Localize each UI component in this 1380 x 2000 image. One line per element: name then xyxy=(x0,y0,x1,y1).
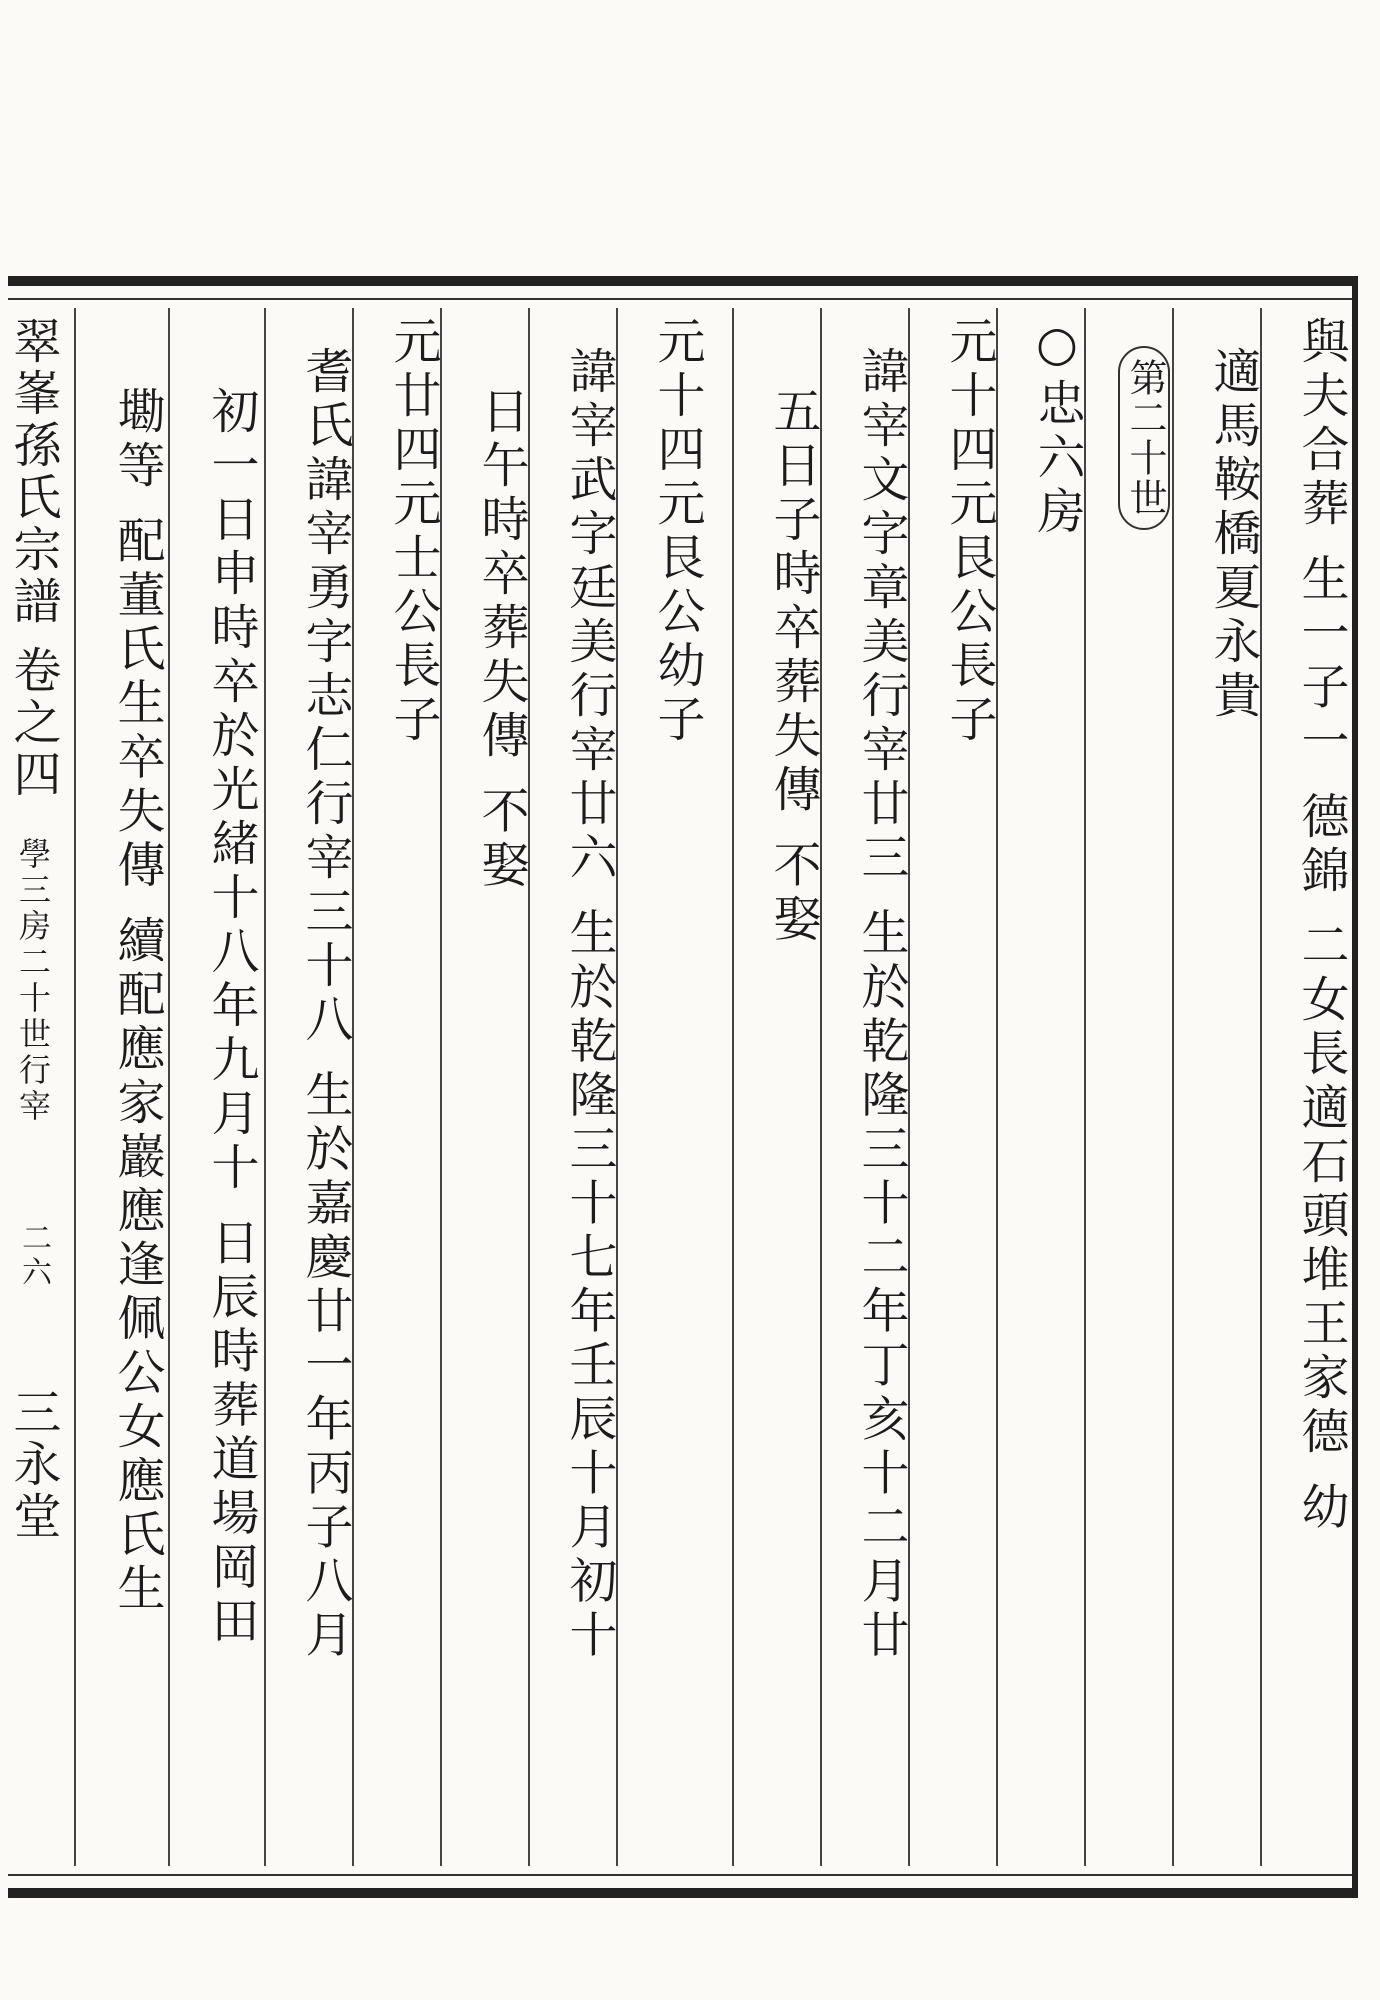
text-column: 日午時卒葬失傳 不娶 xyxy=(473,386,529,894)
text-column: 元十四元艮公長子 xyxy=(941,316,997,748)
hall-name: 三永堂 xyxy=(5,1386,61,1543)
generation-label: 第二十世 xyxy=(1118,346,1170,530)
book-title: 翠峯孫氏宗譜 xyxy=(5,316,61,628)
generation-column xyxy=(1090,346,1170,1858)
text-column: 元廿四元士公長子 xyxy=(385,316,441,748)
column-rule xyxy=(168,308,170,1866)
text-column: 墈等 配董氏生卒失傳 續配應家巖應逢佩公女應氏生 xyxy=(109,386,165,1617)
text-column: 元十四元艮公幼子 xyxy=(649,316,705,748)
column-rule xyxy=(732,308,734,1866)
text-column: 與夫合葬 生一子一 德錦 二女長適石頭堆王家德 幼 xyxy=(1293,316,1349,1536)
text-column: ○忠六房 xyxy=(1029,316,1085,540)
text-column: 耆氏諱宰勇字志仁行宰三十八 生於嘉慶廿一年丙子八月 xyxy=(297,346,353,1664)
column-rule xyxy=(1084,308,1086,1866)
center-strip xyxy=(5,316,68,1858)
column-rule xyxy=(1172,308,1174,1866)
frame-inner-top xyxy=(8,298,1352,300)
section-label: 學三房二十世行宰 xyxy=(14,837,52,1126)
column-rule xyxy=(264,308,266,1866)
volume-label: 卷之四 xyxy=(5,644,61,801)
text-column: 五日子時卒葬失傳 不娶 xyxy=(765,386,821,948)
frame-inner-bottom xyxy=(8,1874,1352,1876)
page-frame xyxy=(5,276,1358,1898)
text-column: 諱宰武字廷美行宰廿六 生於乾隆三十七年壬辰十月初十 xyxy=(561,346,617,1664)
page-number: 二六 xyxy=(16,1222,51,1291)
column-rule xyxy=(74,308,76,1866)
text-column: 適馬鞍橋夏永貴 xyxy=(1205,346,1261,724)
text-column: 初一日申時卒於光緒十八年九月十 日辰時葬道場岡田 xyxy=(203,386,259,1650)
text-column: 諱宰文字章美行宰廿三 生於乾隆三十二年丁亥十二月廿 xyxy=(853,346,909,1664)
